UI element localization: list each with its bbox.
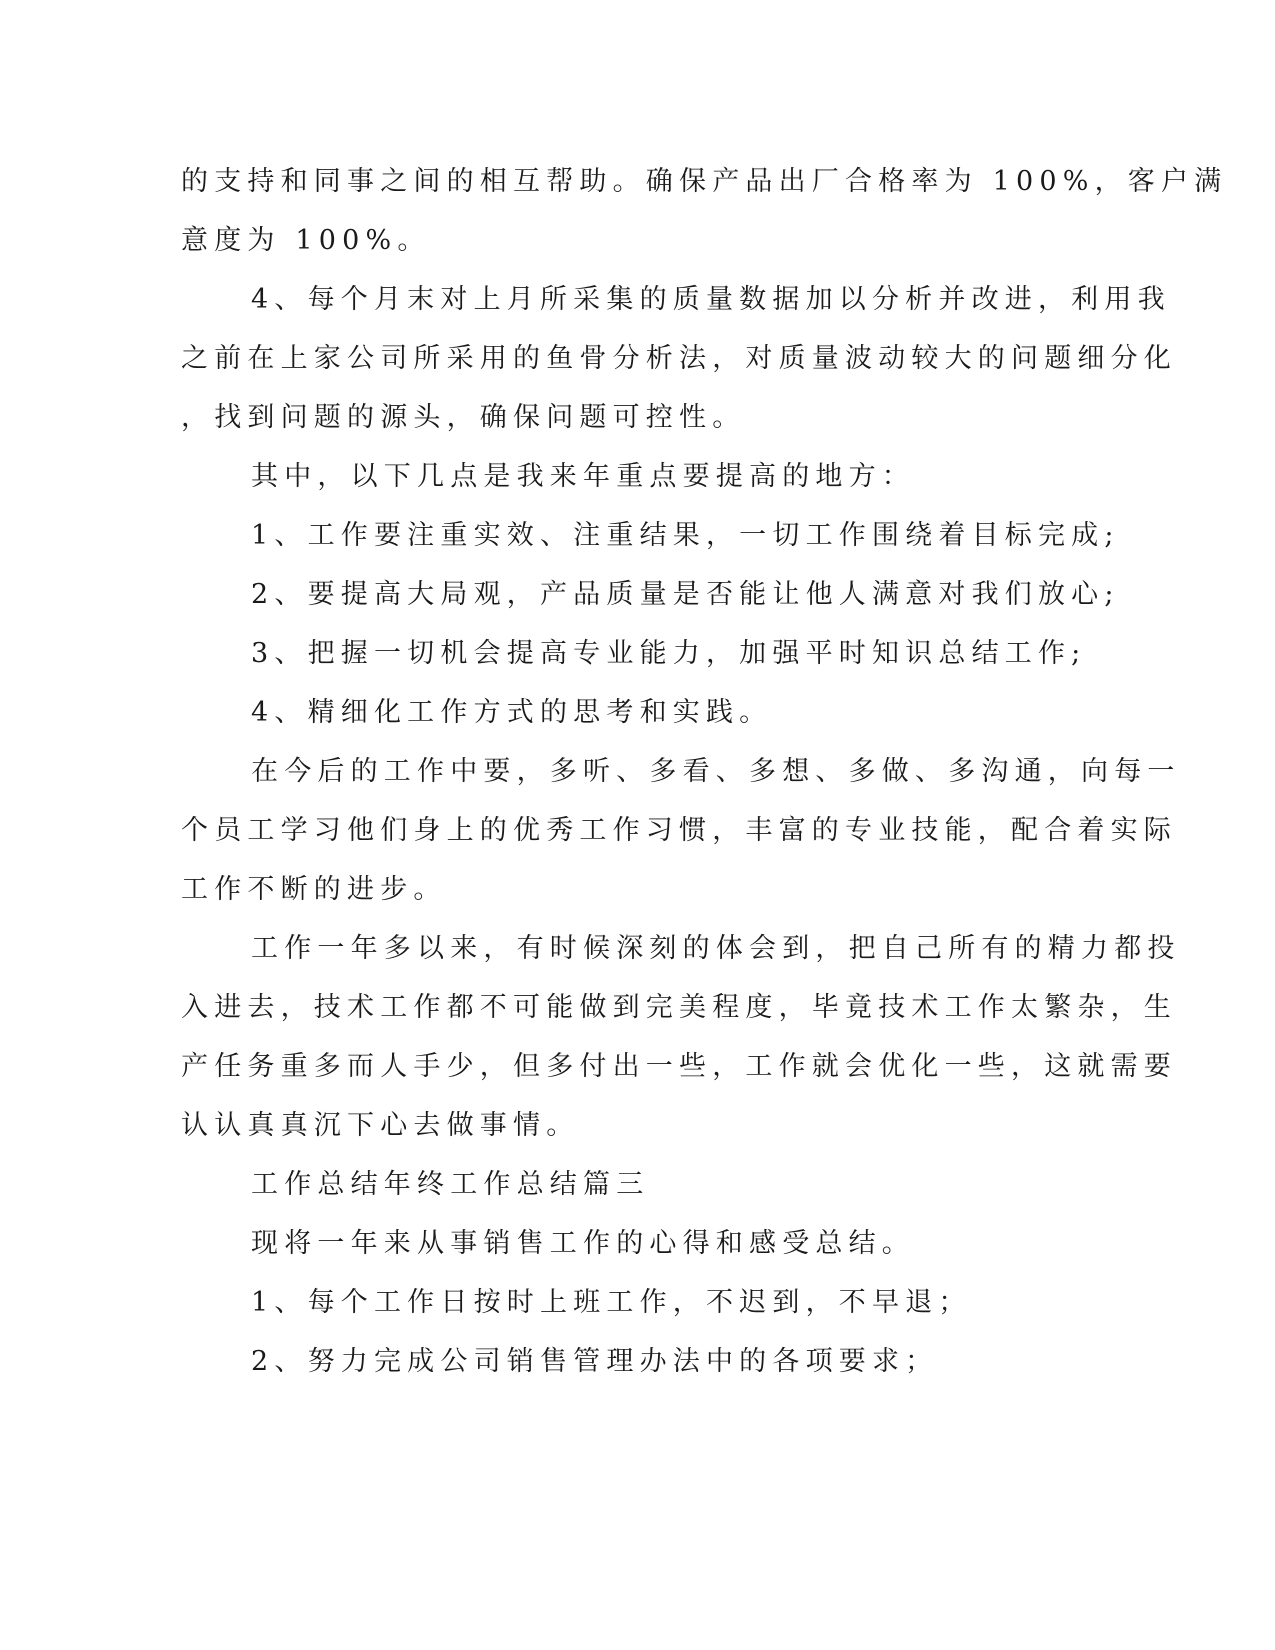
paragraph-line: 现将一年来从事销售工作的心得和感受总结。 [251,1228,915,1259]
list-item: 4、精细化工作方式的思考和实践。 [251,697,773,728]
list-item: 2、努力完成公司销售管理办法中的各项要求； [251,1346,939,1377]
list-item: 2、要提高大局观，产品质量是否能让他人满意对我们放心; [251,579,1120,610]
paragraph-line: 的支持和同事之间的相互帮助。确保产品出厂合格率为 100%，客户满 [181,166,1228,197]
paragraph-line: 4、每个月末对上月所采集的质量数据加以分析并改进，利用我 [251,284,1171,315]
list-item: 1、每个工作日按时上班工作，不迟到，不早退； [251,1287,972,1318]
paragraph-line: 意度为 100%。 [181,225,431,256]
paragraph-line: 产任务重多而人手少，但多付出一些，工作就会优化一些，这就需要 [181,1051,1177,1082]
paragraph-line: 之前在上家公司所采用的鱼骨分析法，对质量波动较大的问题细分化 [181,343,1177,374]
list-item: 1、工作要注重实效、注重结果，一切工作围绕着目标完成; [251,520,1120,551]
paragraph-line: 其中，以下几点是我来年重点要提高的地方： [251,461,915,492]
paragraph-line: 入进去，技术工作都不可能做到完美程度，毕竟技术工作太繁杂，生 [181,992,1177,1023]
paragraph-line: 工作不断的进步。 [181,874,447,905]
paragraph-line: ，找到问题的源头，确保问题可控性。 [181,402,746,433]
paragraph-line: 个员工学习他们身上的优秀工作习惯，丰富的专业技能，配合着实际 [181,815,1177,846]
list-item: 3、把握一切机会提高专业能力，加强平时知识总结工作; [251,638,1087,669]
paragraph-line: 认认真真沉下心去做事情。 [181,1110,580,1141]
paragraph-line: 在今后的工作中要，多听、多看、多想、多做、多沟通，向每一 [251,756,1181,787]
section-heading: 工作总结年终工作总结篇三 [251,1169,650,1200]
paragraph-line: 工作一年多以来，有时候深刻的体会到，把自己所有的精力都投 [251,933,1181,964]
